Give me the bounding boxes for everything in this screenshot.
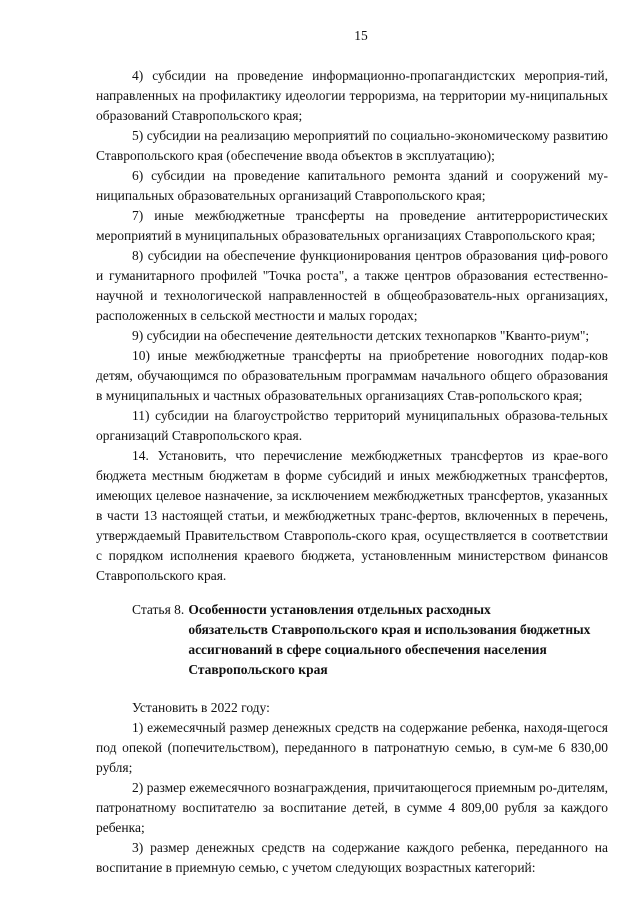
article-label: Статья 8. [132, 602, 185, 617]
body-text-after [96, 698, 608, 878]
paragraph: 2) размер ежемесячного вознаграждения, причитающегося приемным ро-дителям, патронатному воспитателю за воспитание детей, в сумме 4 809,00 рубля за каждого ребенка; [96, 780, 608, 835]
paragraph: 7) иные межбюджетные трансферты на проведение антитеррористических мероприятий в муниципальных образовательных организациях Ставропольского края; [96, 208, 608, 243]
article-heading [96, 600, 608, 680]
paragraph: Установить в 2022 году: [132, 700, 270, 715]
paragraph: 1) ежемесячный размер денежных средств на содержание ребенка, находя-щегося под опекой (попечительством), переданного в патронатную семью, в сум-ме 6 830,00 рубля; [96, 720, 608, 775]
paragraph: 8) субсидии на обеспечение функционирования центров образования циф-рового и гуманитарного профилей "Точка роста", а также центров образования естественно-научной и технологической направленностей в общеобразователь-ных организациях, расположенных в сельской местности и малых городах; [96, 248, 608, 323]
paragraph: 3) размер денежных средств на содержание каждого ребенка, переданного на воспитание в приемную семью, с учетом следующих возрастных категорий: [96, 840, 608, 875]
paragraph: 10) иные межбюджетные трансферты на приобретение новогодних подар-ков детям, обучающимся по образовательным программам начального общего образования в муниципальных и частных образовательных организациях Став-ропольского края; [96, 348, 608, 403]
article-title-rest: обязательств Ставропольского края и использования бюджетных ассигнований в сфере социального обеспечения населения Ставропольского края [188, 622, 591, 677]
paragraph: 9) субсидии на обеспечение деятельности детских технопарков "Кванто-риум"; [132, 328, 590, 343]
paragraph: 5) субсидии на реализацию мероприятий по социально-экономическому развитию Ставропольского края (обеспечение ввода объектов в эксплуатацию); [96, 128, 608, 163]
paragraph: 4) субсидии на проведение информационно-пропагандистских мероприя-тий, направленных на профилактику идеологии терроризма, на территории му-ниципальных образований Ставропольского края; [96, 68, 608, 123]
paragraph: 11) субсидии на благоустройство территорий муниципальных образова-тельных организаций Ставропольского края. [96, 408, 608, 443]
body-text-before [96, 66, 608, 586]
page-number: 15 [354, 28, 368, 43]
paragraph: 6) субсидии на проведение капитального ремонта зданий и сооружений му-ниципальных образовательных организаций Ставропольского края; [96, 168, 608, 203]
paragraph: 14. Установить, что перечисление межбюджетных трансфертов из крае-вого бюджета местным бюджетам в форме субсидий и иных межбюджетных трансфертов, имеющих целевое назначение, за исключением межбюджетных трансфертов, указанных в части 13 настоящей статьи, и межбюджетных транс-фертов, включенных в перечень, утверждаемый Правительством Ставрополь-ского края, осуществляется в соответствии с порядком исполнения краевого бюджета, установленным министерством финансов Ставропольского края. [96, 448, 608, 583]
article-title [188, 600, 608, 680]
article-title-first-line: Особенности установления отдельных расходных [188, 602, 491, 617]
